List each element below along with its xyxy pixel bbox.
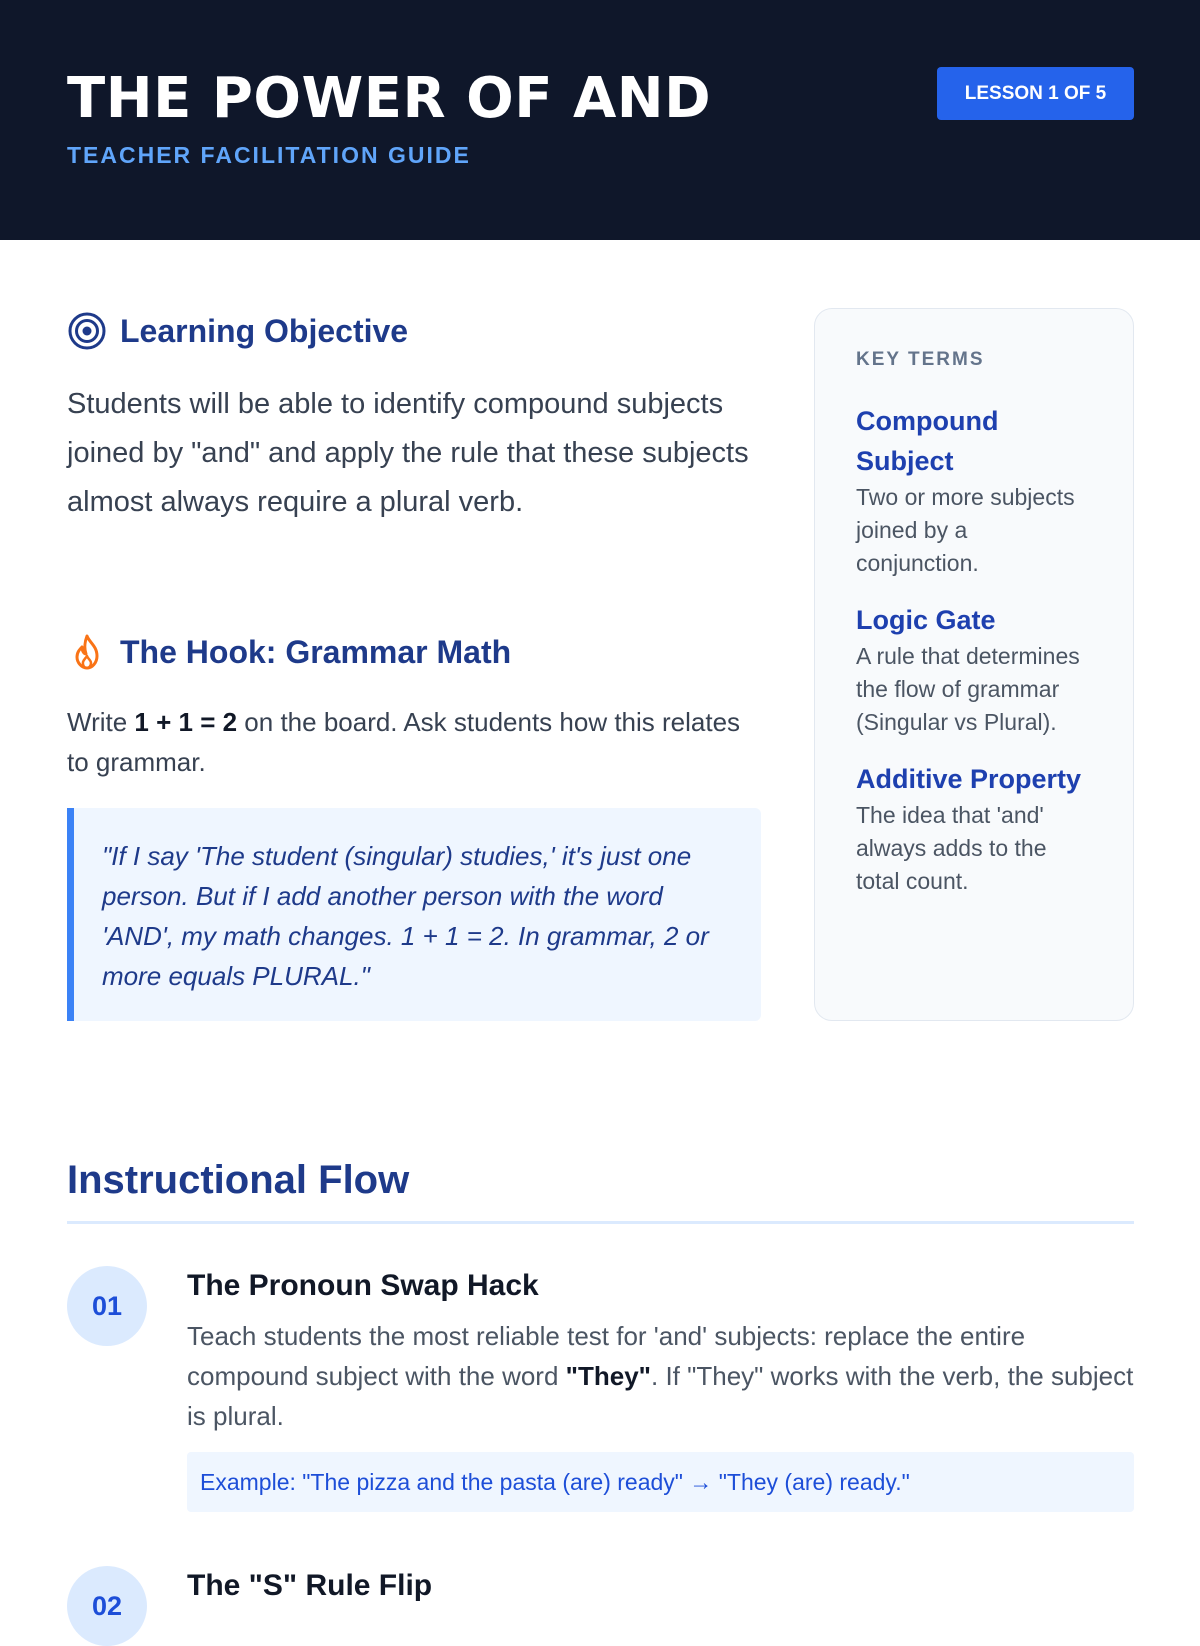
step-title: The Pronoun Swap Hack — [187, 1269, 539, 1302]
step-title: The "S" Rule Flip — [187, 1569, 433, 1602]
hook-heading-label: The Hook: Grammar Math — [120, 633, 512, 670]
hook-text-end: on the board. Ask students how this relates to grammar. — [67, 707, 741, 777]
target-icon — [67, 311, 107, 351]
step-number: 01 — [67, 1266, 147, 1346]
term-item — [856, 401, 1093, 580]
lesson-badge: LESSON 1 OF 5 — [937, 67, 1134, 120]
step-body — [187, 1566, 1134, 1606]
step-description — [187, 1316, 1134, 1436]
section-divider — [67, 1221, 1134, 1224]
term-name: Logic Gate — [856, 605, 996, 635]
term-definition: The idea that 'and' always adds to the total count. — [856, 802, 1047, 894]
step-description-end: . If "They" works with the verb, the subject is plural. — [187, 1361, 1134, 1431]
hook-heading — [67, 632, 511, 672]
page-subtitle: TEACHER FACILITATION GUIDE — [67, 142, 471, 168]
hook-quote — [67, 808, 761, 1021]
step-body — [187, 1266, 1134, 1512]
term-name: Compound Subject — [856, 406, 999, 476]
step-description-start: Teach students the most reliable test for 'and' subjects: replace the entire compound subject with the word — [187, 1321, 1026, 1391]
term-definition: Two or more subjects joined by a conjunction. — [856, 484, 1075, 576]
hook-equation: 1 + 1 = 2 — [134, 707, 238, 737]
hook-text-start: Write — [67, 707, 135, 737]
instructional-flow-title: Instructional Flow — [67, 1158, 410, 1202]
hook-text — [67, 702, 767, 782]
objective-text: Students will be able to identify compound subjects joined by "and" and apply the rule that these subjects almost always require a plural verb. — [67, 388, 749, 518]
key-terms-label: KEY TERMS — [856, 349, 985, 370]
flow-step — [67, 1566, 1134, 1646]
step-description-keyword: "They" — [565, 1361, 651, 1391]
page-title: THE POWER OF AND — [67, 66, 712, 131]
objective-heading-label: Learning Objective — [120, 312, 409, 349]
flow-step — [67, 1266, 1134, 1516]
flame-icon — [67, 632, 107, 672]
step-example: Example: "The pizza and the pasta (are) ready" → "They (are) ready." — [187, 1452, 1134, 1512]
term-definition: A rule that determines the flow of grammar (Singular vs Plural). — [856, 643, 1080, 735]
term-item — [856, 759, 1093, 898]
objective-heading — [67, 311, 408, 351]
page-header — [0, 0, 1200, 240]
term-name: Additive Property — [856, 764, 1082, 794]
term-item — [856, 600, 1093, 739]
step-number: 02 — [67, 1566, 147, 1646]
key-terms-panel — [814, 308, 1134, 1021]
hook-quote-text: "If I say 'The student (singular) studies,' it's just one person. But if I add another person with the word 'AND', my math changes. 1 + 1 = 2. In grammar, 2 or more equals PLURAL." — [102, 841, 709, 991]
